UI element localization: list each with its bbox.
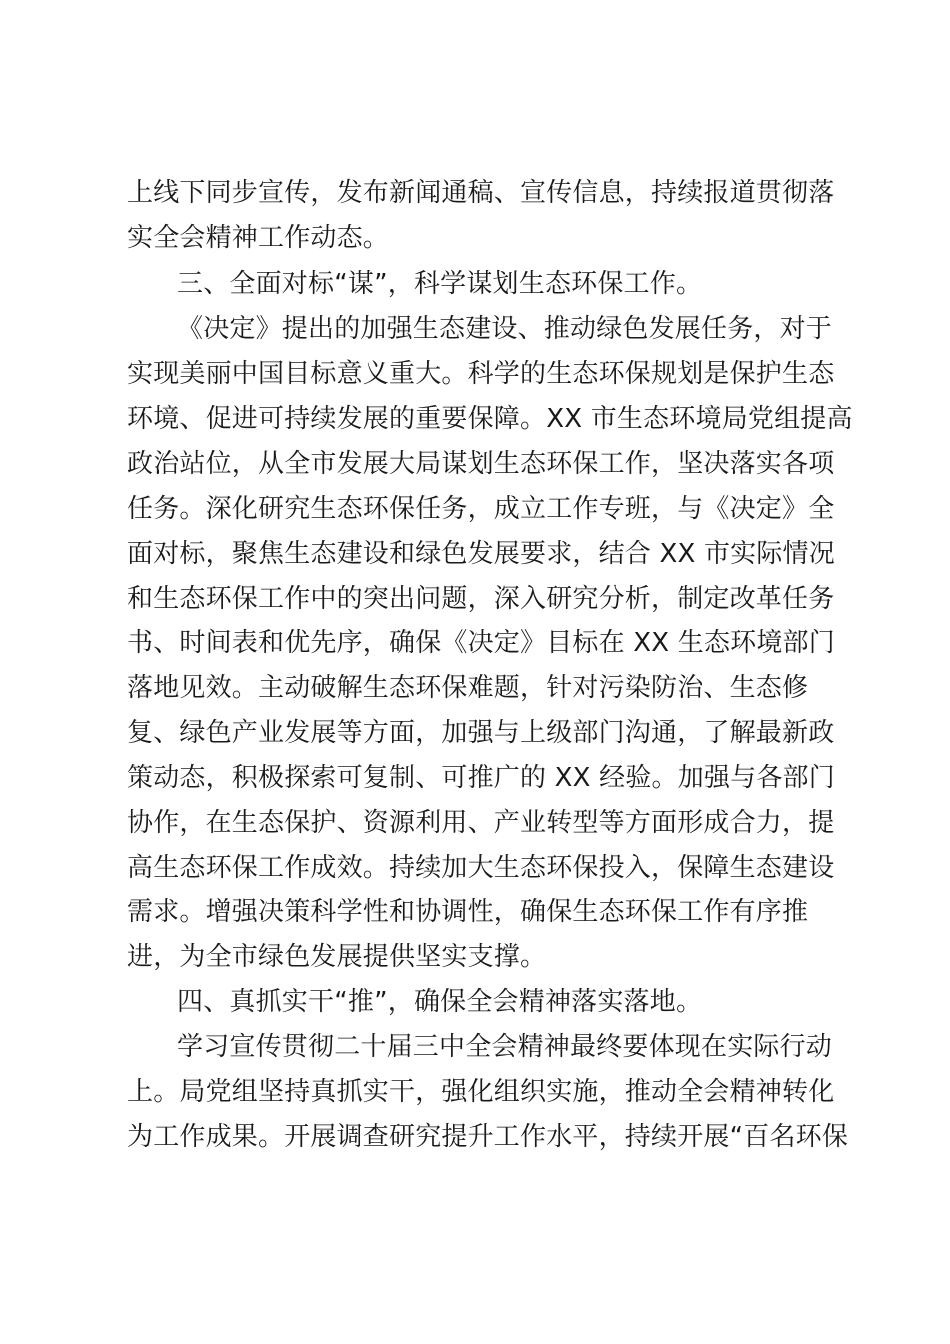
text-line: 落地见效。主动破解生态环保难题，针对污染防治、生态修 — [127, 673, 809, 703]
text-line: 和生态环保工作中的突出问题，深入研究分析，制定改革任务 — [127, 584, 835, 614]
text-line: 《决定》提出的加强生态建设、推动绿色发展任务，对于 — [177, 314, 833, 344]
text-line: 进，为全市绿色发展提供坚实支撑。 — [127, 942, 547, 972]
section-heading: 四、真抓实干“推”，确保全会精神落实落地。 — [177, 987, 703, 1017]
text-line: 为工作成果。开展调查研究提升工作水平，持续开展“百名环保 — [127, 1122, 849, 1152]
text-line: 书、时间表和优先序，确保《决定》目标在 XX 生态环境部门 — [127, 628, 835, 658]
text-line: 面对标，聚焦生态建设和绿色发展要求，结合 XX 市实际情况 — [127, 539, 835, 569]
text-line: 策动态，积极探索可复制、可推广的 XX 经验。加强与各部门 — [127, 763, 835, 793]
text-line: 政治站位，从全市发展大局谋划生态环保工作，坚决落实各项 — [127, 449, 835, 479]
text-line: 任务。深化研究生态环保任务，成立工作专班，与《决定》全 — [127, 494, 835, 524]
text-line: 环境、促进可持续发展的重要保障。XX 市生态环境局党组提高 — [127, 404, 853, 434]
section-heading: 三、全面对标“谋”，科学谋划生态环保工作。 — [177, 269, 703, 299]
text-line: 上线下同步宣传，发布新闻通稿、宣传信息，持续报道贯彻落 — [127, 178, 835, 208]
text-line: 实现美丽中国目标意义重大。科学的生态环保规划是保护生态 — [127, 359, 835, 389]
text-line: 复、绿色产业发展等方面，加强与上级部门沟通，了解最新政 — [127, 718, 835, 748]
text-line: 实全会精神工作动态。 — [127, 223, 390, 253]
text-line: 高生态环保工作成效。持续加大生态环保投入，保障生态建设 — [127, 853, 835, 883]
text-line: 学习宣传贯彻二十届三中全会精神最终要体现在实际行动 — [177, 1032, 833, 1062]
text-line: 协作，在生态保护、资源利用、产业转型等方面形成合力，提 — [127, 808, 835, 838]
text-line: 需求。增强决策科学性和协调性，确保生态环保工作有序推 — [127, 897, 809, 927]
text-line: 上。局党组坚持真抓实干，强化组织实施，推动全会精神转化 — [127, 1077, 835, 1107]
